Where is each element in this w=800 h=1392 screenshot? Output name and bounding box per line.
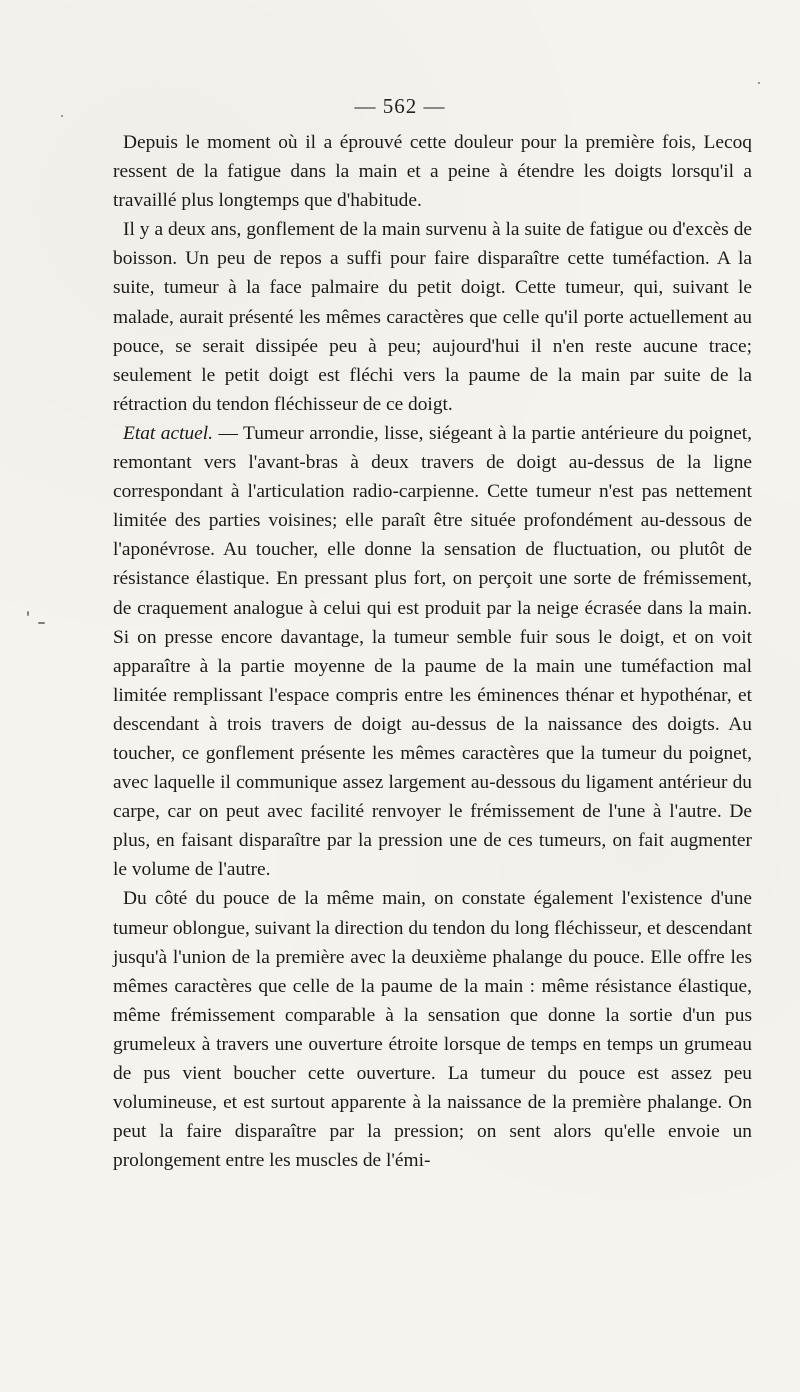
etat-actuel-heading: Etat actuel. xyxy=(123,422,214,444)
paper-speck xyxy=(758,82,760,84)
paper-speck xyxy=(61,115,63,117)
paper-speck xyxy=(38,622,45,624)
paragraph-2: Il y a deux ans, gonflement de la main survenu à la suite de fatigue ou d'excès de boisson. Un peu de repos a suffi pour faire disparaître cette tuméfaction. A la suite, tumeur à la face palmaire du petit doigt. Cette tumeur, qui, suivant le malade, aurait présenté les mêmes caractères que celle qu'il porte actuellement au pouce, se serait dissipée peu à peu; aujourd'hui il n'en reste aucune trace; seulement le petit doigt est fléchi vers la paume de la main par suite de la rétraction du tendon fléchisseur de ce doigt. xyxy=(113,219,752,415)
page-number: — 562 — xyxy=(354,94,446,118)
body-text xyxy=(113,128,752,1175)
paper-speck xyxy=(27,611,29,616)
paragraph-3 xyxy=(113,419,752,885)
paragraph-4: Du côté du pouce de la même main, on constate également l'existence d'une tumeur oblongue, suivant la direction du tendon du long fléchisseur, et descendant jusqu'à l'union de la première avec la deuxième phalange du pouce. Elle offre les mêmes caractères que celle de la paume de la main : même résistance élastique, même frémissement comparable à la sensation que donne la sortie d'un pus grumeleux à travers une ouverture étroite lorsque de temps en temps un grumeau de pus vient boucher cette ouverture. La tumeur du pouce est assez peu volumineuse, et est surtout apparente à la naissance de la première phalange. On peut la faire disparaître par la pression; on sent alors qu'elle envoie un prolongement entre les muscles de l'émi- xyxy=(113,888,752,1172)
paragraph-3-text: — Tumeur arrondie, lisse, siégeant à la partie antérieure du poignet, remontant vers l'avant-bras à deux travers de doigt au-dessus de la ligne correspondant à l'articulation radio-carpienne. Cette tumeur n'est pas nettement limitée des parties voisines; elle paraît être située profondément au-dessous de l'aponévrose. Au toucher, elle donne la sensation de fluctuation, ou plutôt de résistance élastique. En pressant plus fort, on perçoit une sorte de frémissement, de craquement analogue à celui qui est produit par la neige écrasée dans la main. Si on presse encore davantage, la tumeur semble fuir sous le doigt, et on voit apparaître à la partie moyenne de la paume de la main une tuméfaction mal limitée remplissant l'espace compris entre les éminences thénar et hypothénar, et descendant à trois travers de doigt au-dessus de la naissance des doigts. Au toucher, ce gonflement présente les mêmes caractères que la tumeur du poignet, avec laquelle il communique assez largement au-dessous du ligament antérieur du carpe, car on peut avec facilité renvoyer le frémissement de l'une à l'autre. De plus, en faisant disparaître par la pression une de ces tumeurs, on fait augmenter le volume de l'autre. xyxy=(113,422,753,881)
paragraph-1: Depuis le moment où il a éprouvé cette douleur pour la première fois, Lecoq ressent de la fatigue dans la main et a peine à étendre les doigts lorsqu'il a travaillé plus longtemps que d'habitude. xyxy=(113,132,752,212)
